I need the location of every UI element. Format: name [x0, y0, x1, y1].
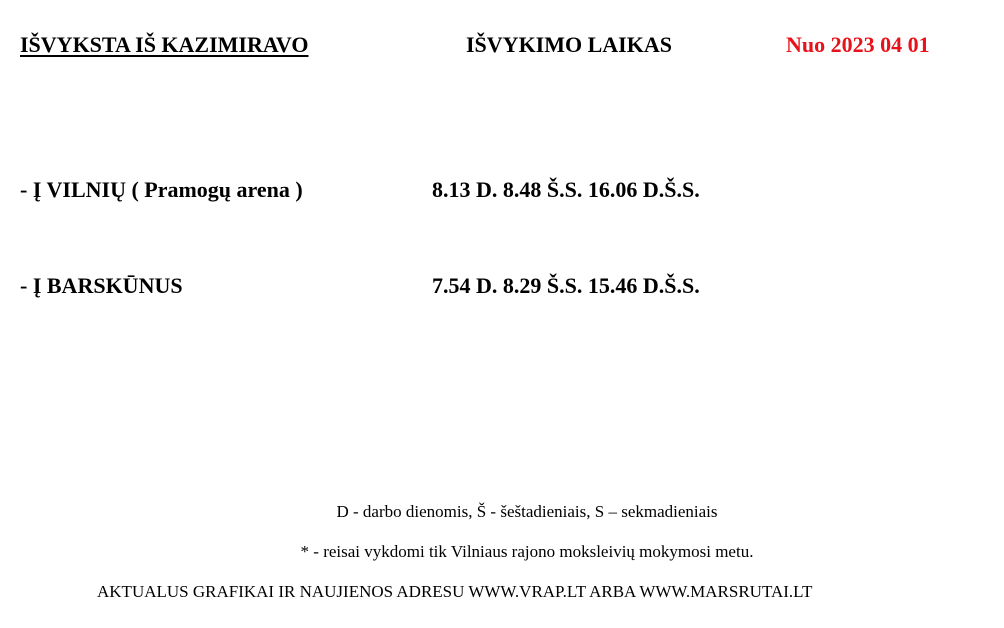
departure-time-heading: IŠVYKIMO LAIKAS	[466, 32, 672, 57]
route-times-barskunai: 7.54 D. 8.29 Š.S. 15.46 D.Š.S.	[432, 273, 700, 298]
route-destination-vilnius: - Į VILNIŲ ( Pramogų arena )	[20, 177, 303, 202]
route-destination-barskunai: - Į BARSKŪNUS	[20, 273, 183, 298]
school-trips-note: * - reisai vykdomi tik Vilniaus rajono moksleivių mokymosi metu.	[300, 542, 754, 561]
day-legend: D - darbo dienomis, Š - šeštadieniais, S – sekmadieniais	[336, 502, 718, 521]
valid-from-date: Nuo 2023 04 01	[786, 32, 930, 57]
route-times-vilnius: 8.13 D. 8.48 Š.S. 16.06 D.Š.S.	[432, 177, 700, 202]
website-info: AKTUALUS GRAFIKAI IR NAUJIENOS ADRESU WWW.VRAP.LT ARBA WWW.MARSRUTAI.LT	[97, 582, 813, 601]
departs-from-heading: IŠVYKSTA IŠ KAZIMIRAVO	[20, 32, 309, 57]
